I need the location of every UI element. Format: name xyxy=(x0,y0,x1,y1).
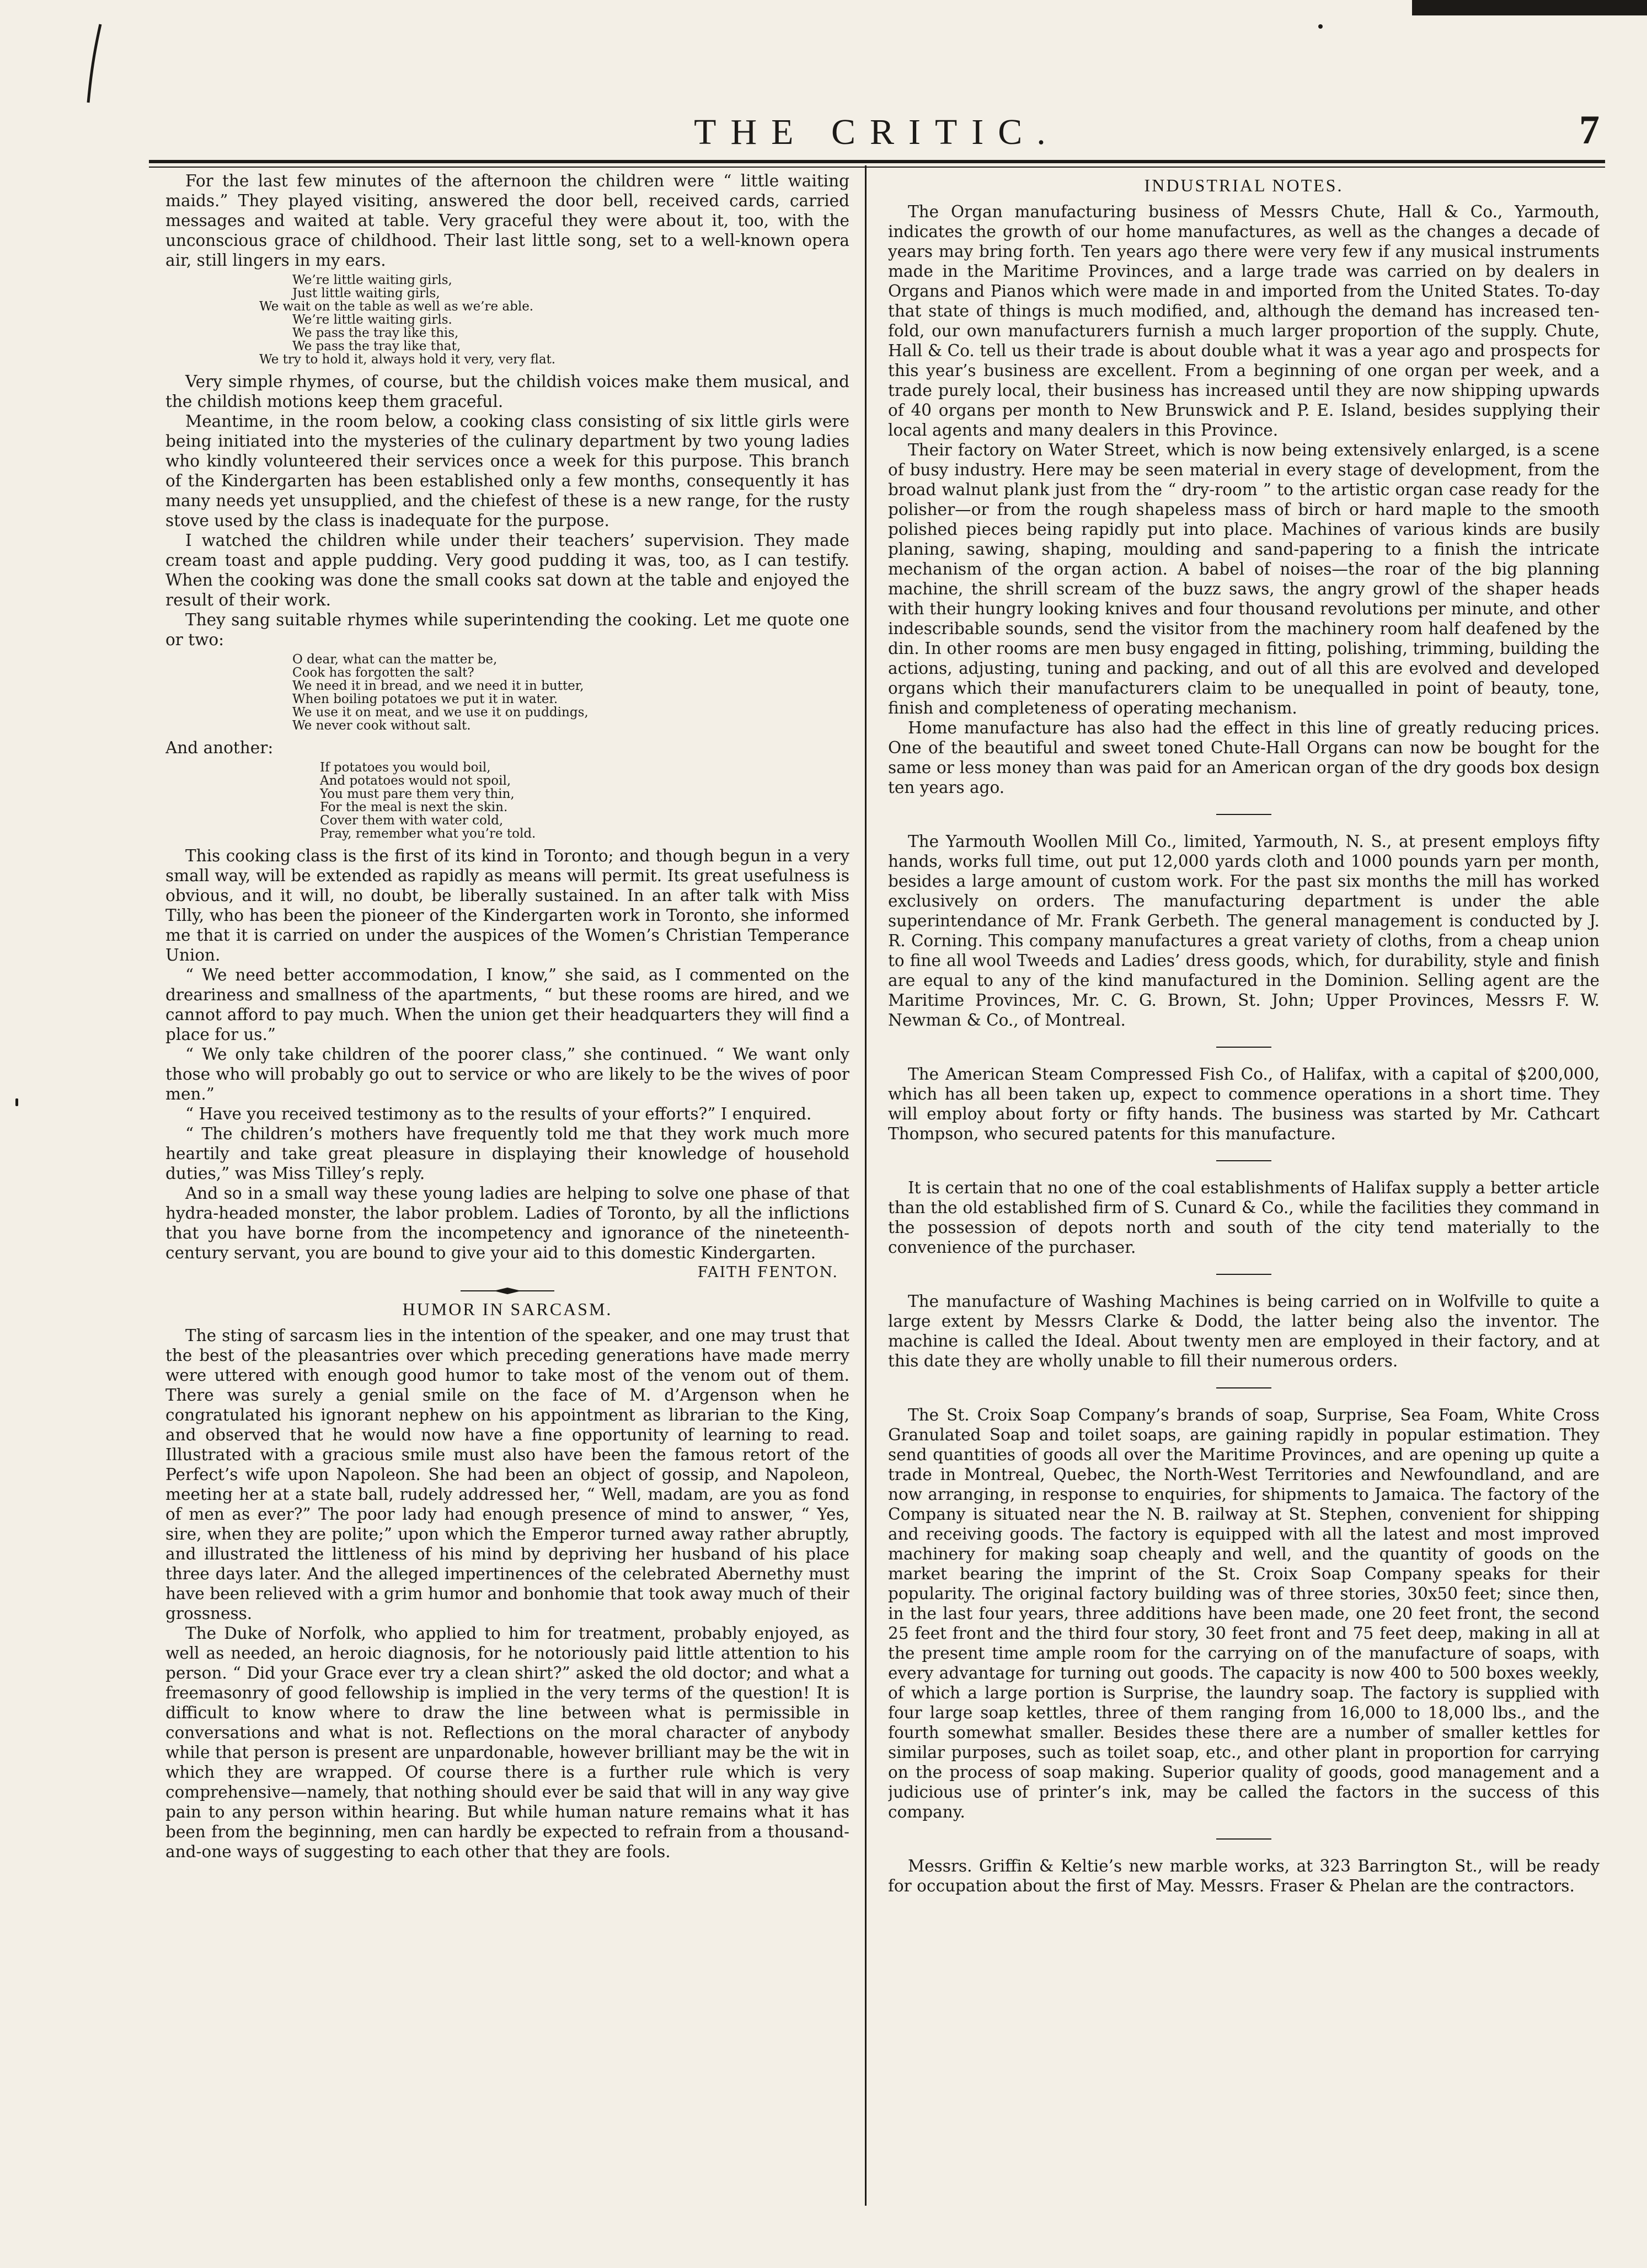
right-column xyxy=(888,171,1600,2222)
article-paragraph: The St. Croix Soap Company’s brands of soap, Surprise, Sea Foam, White Cross Granulated Soap and toilet soaps, are gaining rapidly in popular estimation. They send quantities of goods all over the Maritime Provinces, and are opening up quite a trade in Montreal, Quebec, the North-West Territories and Newfoundland, and are now arranging, in response to enquiries, for shipments to Jamaica. The factory of the Company is situated near the N. B. railway at St. Stephen, convenient for shipping and receiving goods. The factory is equipped with all the latest and most improved machinery for making soap cheaply and well, and the quantity of goods on the market bearing the imprint of the St. Croix Soap Company speaks for their popularity. The original factory building was of three stories, 30x50 feet; since then, in the last four years, three additions have been made, one 20 feet front, the second 25 feet front and the third four story, 30 feet front and 75 feet deep, making in all at the present time ample room for the carrying on of the manufacture of soaps, with every advantage for turning out goods. The capacity is now 400 to 500 boxes weekly, of which a large portion is Surprise, the laundry soap. The factory is supplied with four large soap kettles, three of them ranging from 16,000 to 18,000 lbs., and the fourth somewhat smaller. Besides these there are a number of smaller kettles for similar purposes, such as toilet soap, etc., and other plant in proportion for carrying on the process of soap making. Superior quality of goods, good management and a judicious use of printer’s ink, may be called the factors in the success of this company. xyxy=(888,1406,1600,1821)
article-paragraph: Their factory on Water Street, which is now being extensively enlarged, is a scene of busy industry. Here may be seen material in every stage of development, from the broad walnut plank just from the “ dry-room ” to the artistic organ case ready for the polisher—or from the rough shapeless mass of birch or hard maple to the smooth polished pieces being rapidly put into place. Machines of various kinds are busily planing, sawing, shaping, moulding and sand-papering to a finish the intricate mechanism of the organ action. A babel of noises—the roar of the big planning machine, the shrill scream of the buzz saws, the angry growl of the shaper heads with their hungry looking knives and four thousand revolutions per minute, and other indescribable sounds, send the visitor from the machinery room half deafened by the din. In other rooms are men busy engaged in fitting, polishing, trimming, building the actions, adjusting, tuning and packing, and out of all this are evolved and developed organs which their manufacturers claim to be unequalled in point of beauty, tone, finish and completeness of operating mechanism. xyxy=(888,441,1600,717)
song-verse xyxy=(165,274,849,366)
article-paragraph: “ The children’s mothers have frequently told me that they work much more heartily and take great pleasure in displaying their knowledge of household duties,” was Miss Tilley’s reply. xyxy=(165,1124,849,1183)
verse-intro: And another: xyxy=(165,738,274,757)
scan-edge-bar xyxy=(1412,0,1647,15)
article-paragraph: The sting of sarcasm lies in the intention of the speaker, and one may trust that the best of the pleasantries over which preceding generations have made merry were uttered with enough good humor to take most of the venom out of them. There was surely a genial smile on the face of M. d’Argenson when he congratulated his ignorant nephew on his appointment as librarian to the King, and observed that he would now have a fine opportunity of learning to read. Illustrated with a gracious smile must also have been the famous retort of the Perfect’s wife upon Napoleon. She had been an object of gossip, and Napoleon, meeting her at a state ball, rudely addressed her, “ Well, madam, are you as fond of men as ever?” The poor lady had enough presence of mind to answer, “ Yes, sire, when they are polite;” upon which the Emperor turned away rather abruptly, and illustrated the littleness of his mind by depriving her husband of his place three days later. And the alleged impertinences of the celebrated Abernethy must have been relieved with a grim humor and bonhomie that took away much of their grossness. xyxy=(165,1326,849,1623)
article-paragraph: And so in a small way these young ladies are helping to solve one phase of that hydra-headed monster, the labor problem. Ladies of Toronto, by all the inflictions that you have borne from the incompetency and ignorance of the nineteenth-century servant, you are bound to give your aid to this domestic Kindergarten. xyxy=(165,1184,849,1262)
item-separator xyxy=(1216,1838,1271,1840)
item-separator xyxy=(1216,814,1271,815)
verse-line: Pray, remember what you’re told. xyxy=(320,827,536,841)
column-divider xyxy=(865,165,867,2206)
item-separator xyxy=(1216,1160,1271,1161)
article-paragraph: “ Have you received testimony as to the results of your efforts?” I enquired. xyxy=(185,1104,812,1123)
verse-line: We need it in bread, and we need it in butter, xyxy=(292,679,584,693)
speck xyxy=(15,1098,18,1106)
verse-line: When boiling potatoes we put it in water. xyxy=(292,692,558,706)
verse-line: And potatoes would not spoil, xyxy=(320,774,511,788)
masthead xyxy=(149,110,1605,154)
verse-line: Just little waiting girls, xyxy=(292,286,440,301)
article-paragraph: The manufacture of Washing Machines is being carried on in Wolfville to quite a large extent by Messrs Clarke & Dodd, the latter being also the inventor. The machine is called the Ideal. About twenty men are employed in their factory, and at this date they are wholly unable to fill their numerous orders. xyxy=(888,1292,1600,1370)
song-verse xyxy=(165,761,849,840)
article-paragraph: For the last few minutes of the afternoon the children were “ little waiting maids.” They played visiting, answered the door bell, received cards, carried messages and waited at table. Very graceful they were about it, too, with the unconscious grace of childhood. Their last little song, set to a well-known opera air, still lingers in my ears. xyxy=(165,171,849,270)
article-heading: HUMOR IN SARCASM. xyxy=(402,1299,613,1319)
byline-row xyxy=(165,1263,849,1283)
author-byline: FAITH FENTON. xyxy=(697,1264,838,1281)
verse-line: If potatoes you would boil, xyxy=(320,760,491,775)
verse-line: We’re little waiting girls. xyxy=(292,313,452,327)
verse-line: We pass the tray like that, xyxy=(292,339,461,353)
article-paragraph: The Yarmouth Woollen Mill Co., limited, Yarmouth, N. S., at present employs fifty hands, works full time, out put 12,000 yards cloth and 1000 pounds yarn per month, besides a large amount of custom work. For the past six months the mill has worked exclusively on orders. The manufacturing department is under the able superintendance of Mr. Frank Gerbeth. The general management is conducted by J. R. Corning. This company manufactures a great variety of cloths, from a cheap union to fine all wool Tweeds and Ladies’ dress goods, which, for durability, style and finish are equal to any of the kind manufactured in the Dominion. Selling agent are the Maritime Provinces, Mr. C. G. Brown, St. John; Upper Provinces, Messrs F. W. Newman & Co., of Montreal. xyxy=(888,832,1600,1030)
verse-line: O dear, what can the matter be, xyxy=(292,652,498,667)
verse-line: We pass the tray like this, xyxy=(292,326,459,340)
article-paragraph: Very simple rhymes, of course, but the childish voices make them musical, and the childish motions keep them graceful. xyxy=(165,372,849,411)
item-separator xyxy=(1216,1274,1271,1275)
masthead-rule-thin xyxy=(149,167,1605,168)
newspaper-title: THE CRITIC. xyxy=(694,112,1060,152)
verse-line: Cook has forgotten the salt? xyxy=(292,666,474,680)
article-paragraph: It is certain that no one of the coal establishments of Halifax supply a better article than the old established firm of S. Cunard & Co., while the facilities they command in the possession of depots north and south of the city tend materially to the convenience of the purchaser. xyxy=(888,1178,1600,1257)
item-separator xyxy=(1216,1387,1271,1388)
verse-line: Cover them with water cold, xyxy=(320,813,504,828)
article-paragraph: They sang suitable rhymes while superintending the cooking. Let me quote one or two: xyxy=(165,610,849,649)
ink-mark xyxy=(84,22,106,105)
verse-line: We try to hold it, always hold it very, very flat. xyxy=(259,352,556,367)
article-paragraph: Messrs. Griffin & Keltie’s new marble works, at 323 Barrington St., will be ready for occupation about the first of May. Messrs. Fraser & Phelan are the contractors. xyxy=(888,1857,1600,1895)
article-paragraph: “ We only take children of the poorer class,” she continued. “ We want only those who will probably go out to service or who are likely to be the wives of poor men.” xyxy=(165,1045,849,1103)
verse-line: We’re little waiting girls, xyxy=(292,273,452,287)
item-separator xyxy=(1216,1047,1271,1048)
article-paragraph: “ We need better accommodation, I know,” she said, as I commented on the dreariness and smallness of the apartments, “ but these rooms are hired, and we cannot afford to pay much. When the union get their headquarters they will find a place for us.” xyxy=(165,966,849,1044)
verse-line: We use it on meat, and we use it on puddings, xyxy=(292,705,589,720)
verse-line: For the meal is next the skin. xyxy=(320,800,508,814)
article-paragraph: Meantime, in the room below, a cooking class consisting of six little girls were being initiated into the mysteries of the culinary department by two young ladies who kindly volunteered their services once a week for this purpose. This branch of the Kindergarten has been established only a few months, consequently it has many needs yet unsupplied, and the chiefest of these is a new range, for the rusty stove used by the class is inadequate for the purpose. xyxy=(165,412,849,530)
speck xyxy=(1318,24,1323,29)
article-heading: INDUSTRIAL NOTES. xyxy=(1144,175,1344,195)
article-paragraph: I watched the children while under their teachers’ supervision. They made cream toast and apple pudding. Very good pudding it was, too, as I can testify. When the cooking was done the small cooks sat down at the table and enjoyed the result of their work. xyxy=(165,531,849,609)
page-number: 7 xyxy=(1579,108,1600,153)
article-paragraph: The American Steam Compressed Fish Co., of Halifax, with a capital of $200,000, which has all been taken up, expect to commence operations in a short time. They will employ about forty or fifty hands. The business was started by Mr. Cathcart Thompson, who secured patents for this manufacture. xyxy=(888,1065,1600,1143)
verse-line: We never cook without salt. xyxy=(292,719,471,733)
ornament-rule xyxy=(461,1287,554,1295)
section-ornament xyxy=(165,1287,849,1295)
left-column xyxy=(165,171,849,2222)
article-paragraph: This cooking class is the first of its kind in Toronto; and though begun in a very small way, will be extended as rapidly as means will permit. Its great usefulness is obvious, and it will, no doubt, be liberally sustained. In an after talk with Miss Tilly, who has been the pioneer of the Kindergarten work in Toronto, she informed me that it is carried on under the auspices of the Women’s Christian Temperance Union. xyxy=(165,846,849,964)
song-verse xyxy=(165,653,849,732)
verse-line: We wait on the table as well as we’re able. xyxy=(259,299,534,314)
article-paragraph: The Organ manufacturing business of Messrs Chute, Hall & Co., Yarmouth, indicates the growth of our home manufactures, as well as the changes a decade of years may bring forth. Ten years ago there were very few if any musical instruments made in the Maritime Provinces, and a large trade was carried on by dealers in Organs and Pianos which were made in and imported from the United States. To-day that state of things is much modified, and, although the demand has increased ten-fold, our own manufacturers furnish a much larger proportion of the supply. Chute, Hall & Co. tell us their trade is about double what it was a year ago and prospects for this year’s business are excellent. From a beginning of one organ per week, and a trade purely local, their business has increased until they are now shipping upwards of 40 organs per month to New Brunswick and P. E. Island, besides supplying their local agents and many dealers in this Province. xyxy=(888,202,1600,439)
verse-line: You must pare them very thin, xyxy=(320,787,515,801)
article-paragraph: Home manufacture has also had the effect in this line of greatly reducing prices. One of the beautiful and sweet toned Chute-Hall Organs can now be bought for the same or less money than was paid for an American organ of the dry goods box design ten years ago. xyxy=(888,719,1600,797)
masthead-rule xyxy=(149,160,1605,163)
article-paragraph: The Duke of Norfolk, who applied to him for treatment, probably enjoyed, as well as needed, an heroic diagnosis, for he notoriously paid little attention to his person. “ Did your Grace ever try a clean shirt?” asked the old doctor; and what a freemasonry of good fellowship is implied in the very terms of the question! It is difficult to know where to draw the line between what is permissible in conversations and what is not. Reflections on the moral character of anybody while that person is present are unpardonable, however brilliant may be the wit in which they are wrapped. Of course there is a further rule which is very comprehensive—namely, that nothing should ever be said that will in any way give pain to any person within hearing. But while human nature remains what it has been from the beginning, men can hardly be expected to refrain from a thousand-and-one ways of suggesting to each other that they are fools. xyxy=(165,1624,849,1861)
